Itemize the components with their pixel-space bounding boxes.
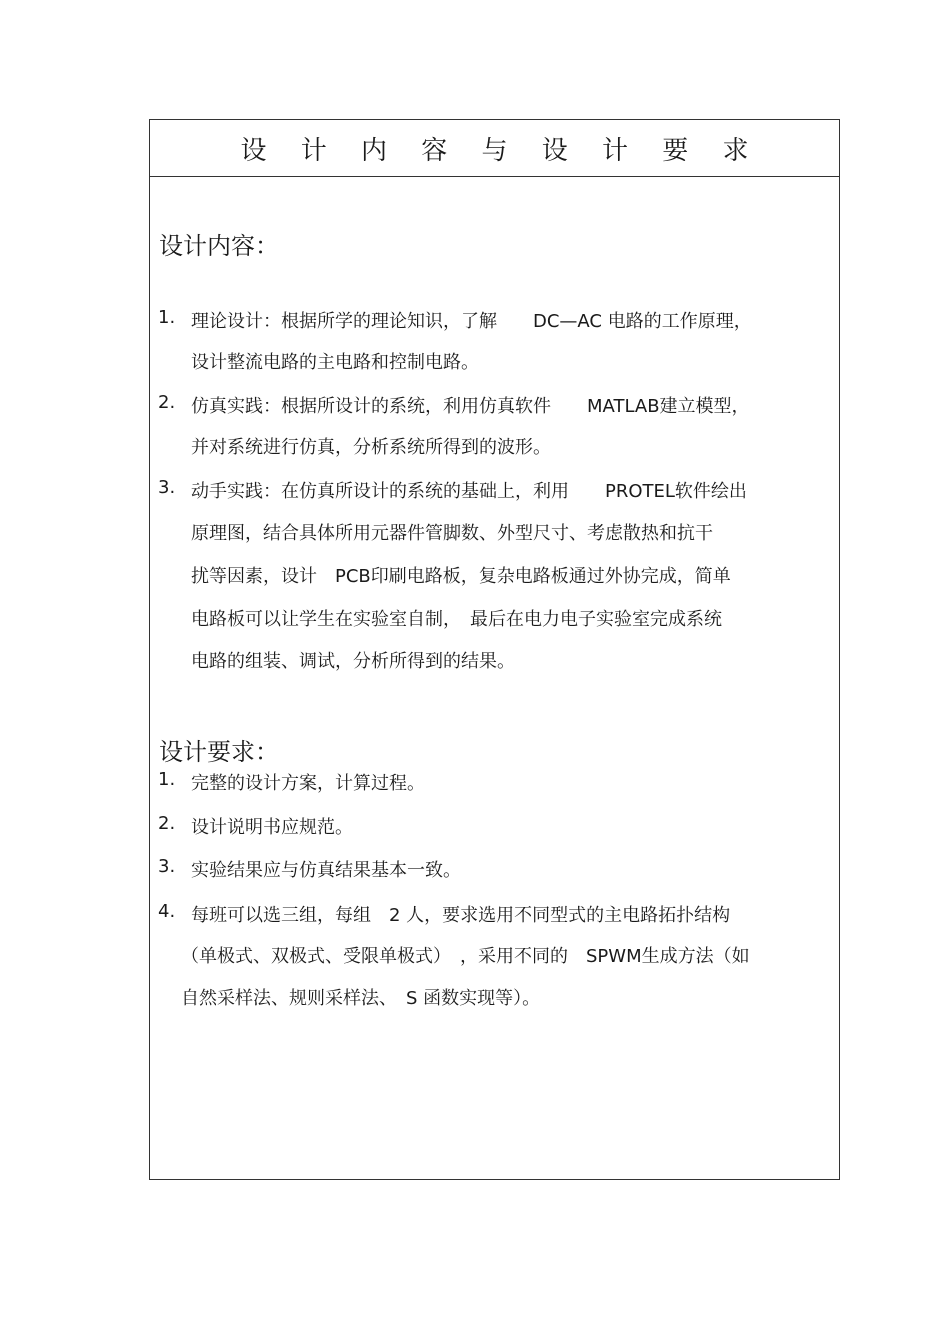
content-heading: 设计内容： [159, 232, 279, 260]
page-title: 设 计 内 容 与 设 计 要 求 [240, 135, 762, 166]
item-line: 完整的设计方案，计算过程。 [191, 773, 425, 794]
item-number: 3. [158, 477, 176, 498]
title-row [150, 120, 839, 177]
item-number: 2. [158, 813, 176, 834]
design-content-table [149, 119, 840, 1180]
item-line: 电路板可以让学生在实验室自制， 最后在电力电子实验室完成系统 [191, 609, 722, 630]
item-line: 扰等因素，设计 PCB印刷电路板，复杂电路板通过外协完成，简单 [191, 566, 731, 587]
item-line: 自然采样法、规则采样法、 S 函数实现等）。 [181, 988, 541, 1009]
requirements-heading: 设计要求： [159, 738, 279, 766]
item-line: 实验结果应与仿真结果基本一致。 [191, 860, 461, 881]
item-line: 动手实践：在仿真所设计的系统的基础上，利用 PROTEL软件绘出 [191, 481, 747, 502]
item-line: 仿真实践：根据所设计的系统，利用仿真软件 MATLAB建立模型， [191, 396, 750, 417]
item-line: 每班可以选三组，每组 2 人，要求选用不同型式的主电路拓扑结构 [191, 905, 731, 926]
item-line: （单极式、双极式、受限单极式） ，采用不同的 SPWM生成方法（如 [181, 946, 750, 967]
item-line: 原理图，结合具体所用元器件管脚数、外型尺寸、考虑散热和抗干 [191, 523, 713, 544]
item-number: 1. [158, 307, 176, 328]
item-line: 并对系统进行仿真，分析系统所得到的波形。 [191, 437, 551, 458]
item-number: 3. [158, 856, 176, 877]
item-line: 理论设计：根据所学的理论知识，了解 DC—AC 电路的工作原理， [191, 311, 752, 332]
item-number: 1. [158, 769, 176, 790]
item-line: 电路的组装、调试，分析所得到的结果。 [191, 651, 515, 672]
item-number: 4. [158, 901, 176, 922]
item-line: 设计说明书应规范。 [191, 817, 353, 838]
item-number: 2. [158, 392, 176, 413]
item-line: 设计整流电路的主电路和控制电路。 [191, 352, 479, 373]
